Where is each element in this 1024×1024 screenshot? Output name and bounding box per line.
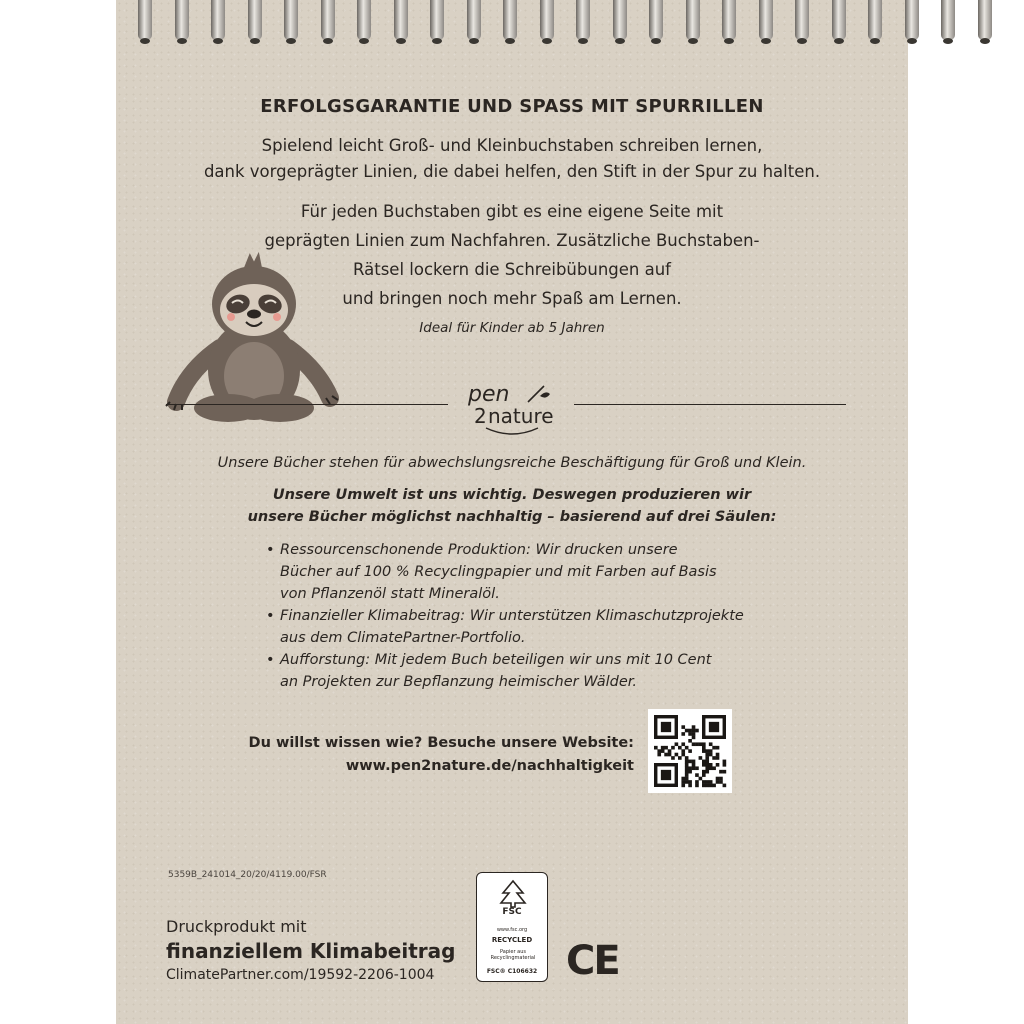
spiral-ring [248,0,262,40]
detail-line: Für jeden Buchstaben gibt es eine eigene Seite mit [300,202,724,221]
pillar-climate [266,605,786,649]
statement-line: unsere Bücher möglichst nachhaltig – basierend auf drei Säulen: [247,509,777,525]
website-callout [249,732,634,778]
headline: ERFOLGSGARANTIE UND SPASS MIT SPURRILLEN [260,96,764,117]
spiral-binding [116,0,908,44]
spiral-ring [503,0,517,40]
spiral-ring [686,0,700,40]
age-recommendation: Ideal für Kinder ab 5 Jahren [419,320,605,336]
fsc-code: FSC® C106632 [486,968,538,975]
spiral-ring [175,0,189,40]
fsc-label [476,872,548,982]
spiral-ring [832,0,846,40]
spiral-ring [321,0,335,40]
statement-line: Unsere Umwelt ist uns wichtig. Deswegen produzieren wir [272,487,752,503]
spiral-ring [868,0,882,40]
qr-code[interactable] [648,709,732,793]
climate-label-url: ClimatePartner.com/19592-2206-1004 [166,967,435,983]
pillar-resources [266,539,786,605]
statement-variety: Unsere Bücher stehen für abwechslungsreiche Beschäftigung für Groß und Klein. [217,455,807,471]
spiral-ring [941,0,955,40]
intro-line: dank vorgeprägter Linien, die dabei helfen, den Stift in der Spur zu halten. [203,162,821,181]
fsc-description [481,949,545,961]
spiral-ring [905,0,919,40]
spiral-ring [795,0,809,40]
spiral-ring [576,0,590,40]
pillar-reforestation [266,649,786,693]
spiral-ring [138,0,152,40]
intro-paragraph [116,133,908,185]
detail-line: und bringen noch mehr Spaß am Lernen. [342,289,682,308]
spiral-ring [613,0,627,40]
spiral-ring [649,0,663,40]
spiral-ring [284,0,298,40]
branch-line-left [166,404,448,405]
ce-mark: CE [566,938,619,984]
intro-line: Spielend leicht Groß- und Kleinbuchstaben schreiben lernen, [261,136,763,155]
website-prompt: Du willst wissen wie? Besuche unsere Website: [248,735,634,751]
fsc-recycled: RECYCLED [491,936,533,944]
fsc-desc-line: Recyclingmaterial [490,955,536,961]
pillar-line: • Finanzieller Klimabeitrag: Wir unterstützen Klimaschutzprojekte [280,608,744,624]
pillar-line: • Aufforstung: Mit jedem Buch beteiligen wir uns mit 10 Cent [280,652,712,668]
fsc-tree-icon [499,879,527,909]
detail-line: geprägten Linien zum Nachfahren. Zusätzliche Buchstaben- [264,231,760,250]
qr-code-icon [648,709,732,793]
fsc-url: www.fsc.org [496,927,528,933]
pillar-line: aus dem ClimatePartner-Portfolio. [280,630,526,646]
sustainability-pillars [266,539,786,693]
spiral-ring [211,0,225,40]
logo-2: 2 [474,404,487,428]
website-url[interactable]: www.pen2nature.de/nachhaltigkeit [345,758,634,774]
spiral-ring [978,0,992,40]
spiral-ring [722,0,736,40]
leaf-pen-icon [526,384,552,404]
spiral-ring [540,0,554,40]
spiral-ring [394,0,408,40]
pen2nature-logo [458,380,578,434]
spiral-ring [467,0,481,40]
climate-label-line2: finanziellem Klimabeitrag [166,939,456,963]
pillar-line: an Projekten zur Bepflanzung heimischer Wälder. [280,674,638,690]
logo-nature: nature [488,404,554,428]
branch-line-right [574,404,846,405]
fsc-desc-line: Papier aus [500,949,526,955]
statement-environment [116,484,908,528]
product-code: 5359B_241014_20/20/4119.00/FSR [168,870,327,880]
logo-pen: pen [468,382,510,407]
pillar-line: von Pflanzenöl statt Mineralöl. [280,586,500,602]
pillar-line: Bücher auf 100 % Recyclingpapier und mit Farben auf Basis [280,564,717,580]
spiral-ring [759,0,773,40]
logo-swoosh [484,426,540,436]
detail-line: Rätsel lockern die Schreibübungen auf [353,260,671,279]
pillar-line: • Ressourcenschonende Produktion: Wir drucken unsere [280,542,678,558]
climate-label-line1: Druckprodukt mit [166,917,307,936]
fsc-brand: FSC [502,907,522,917]
spiral-ring [430,0,444,40]
spiral-ring [357,0,371,40]
